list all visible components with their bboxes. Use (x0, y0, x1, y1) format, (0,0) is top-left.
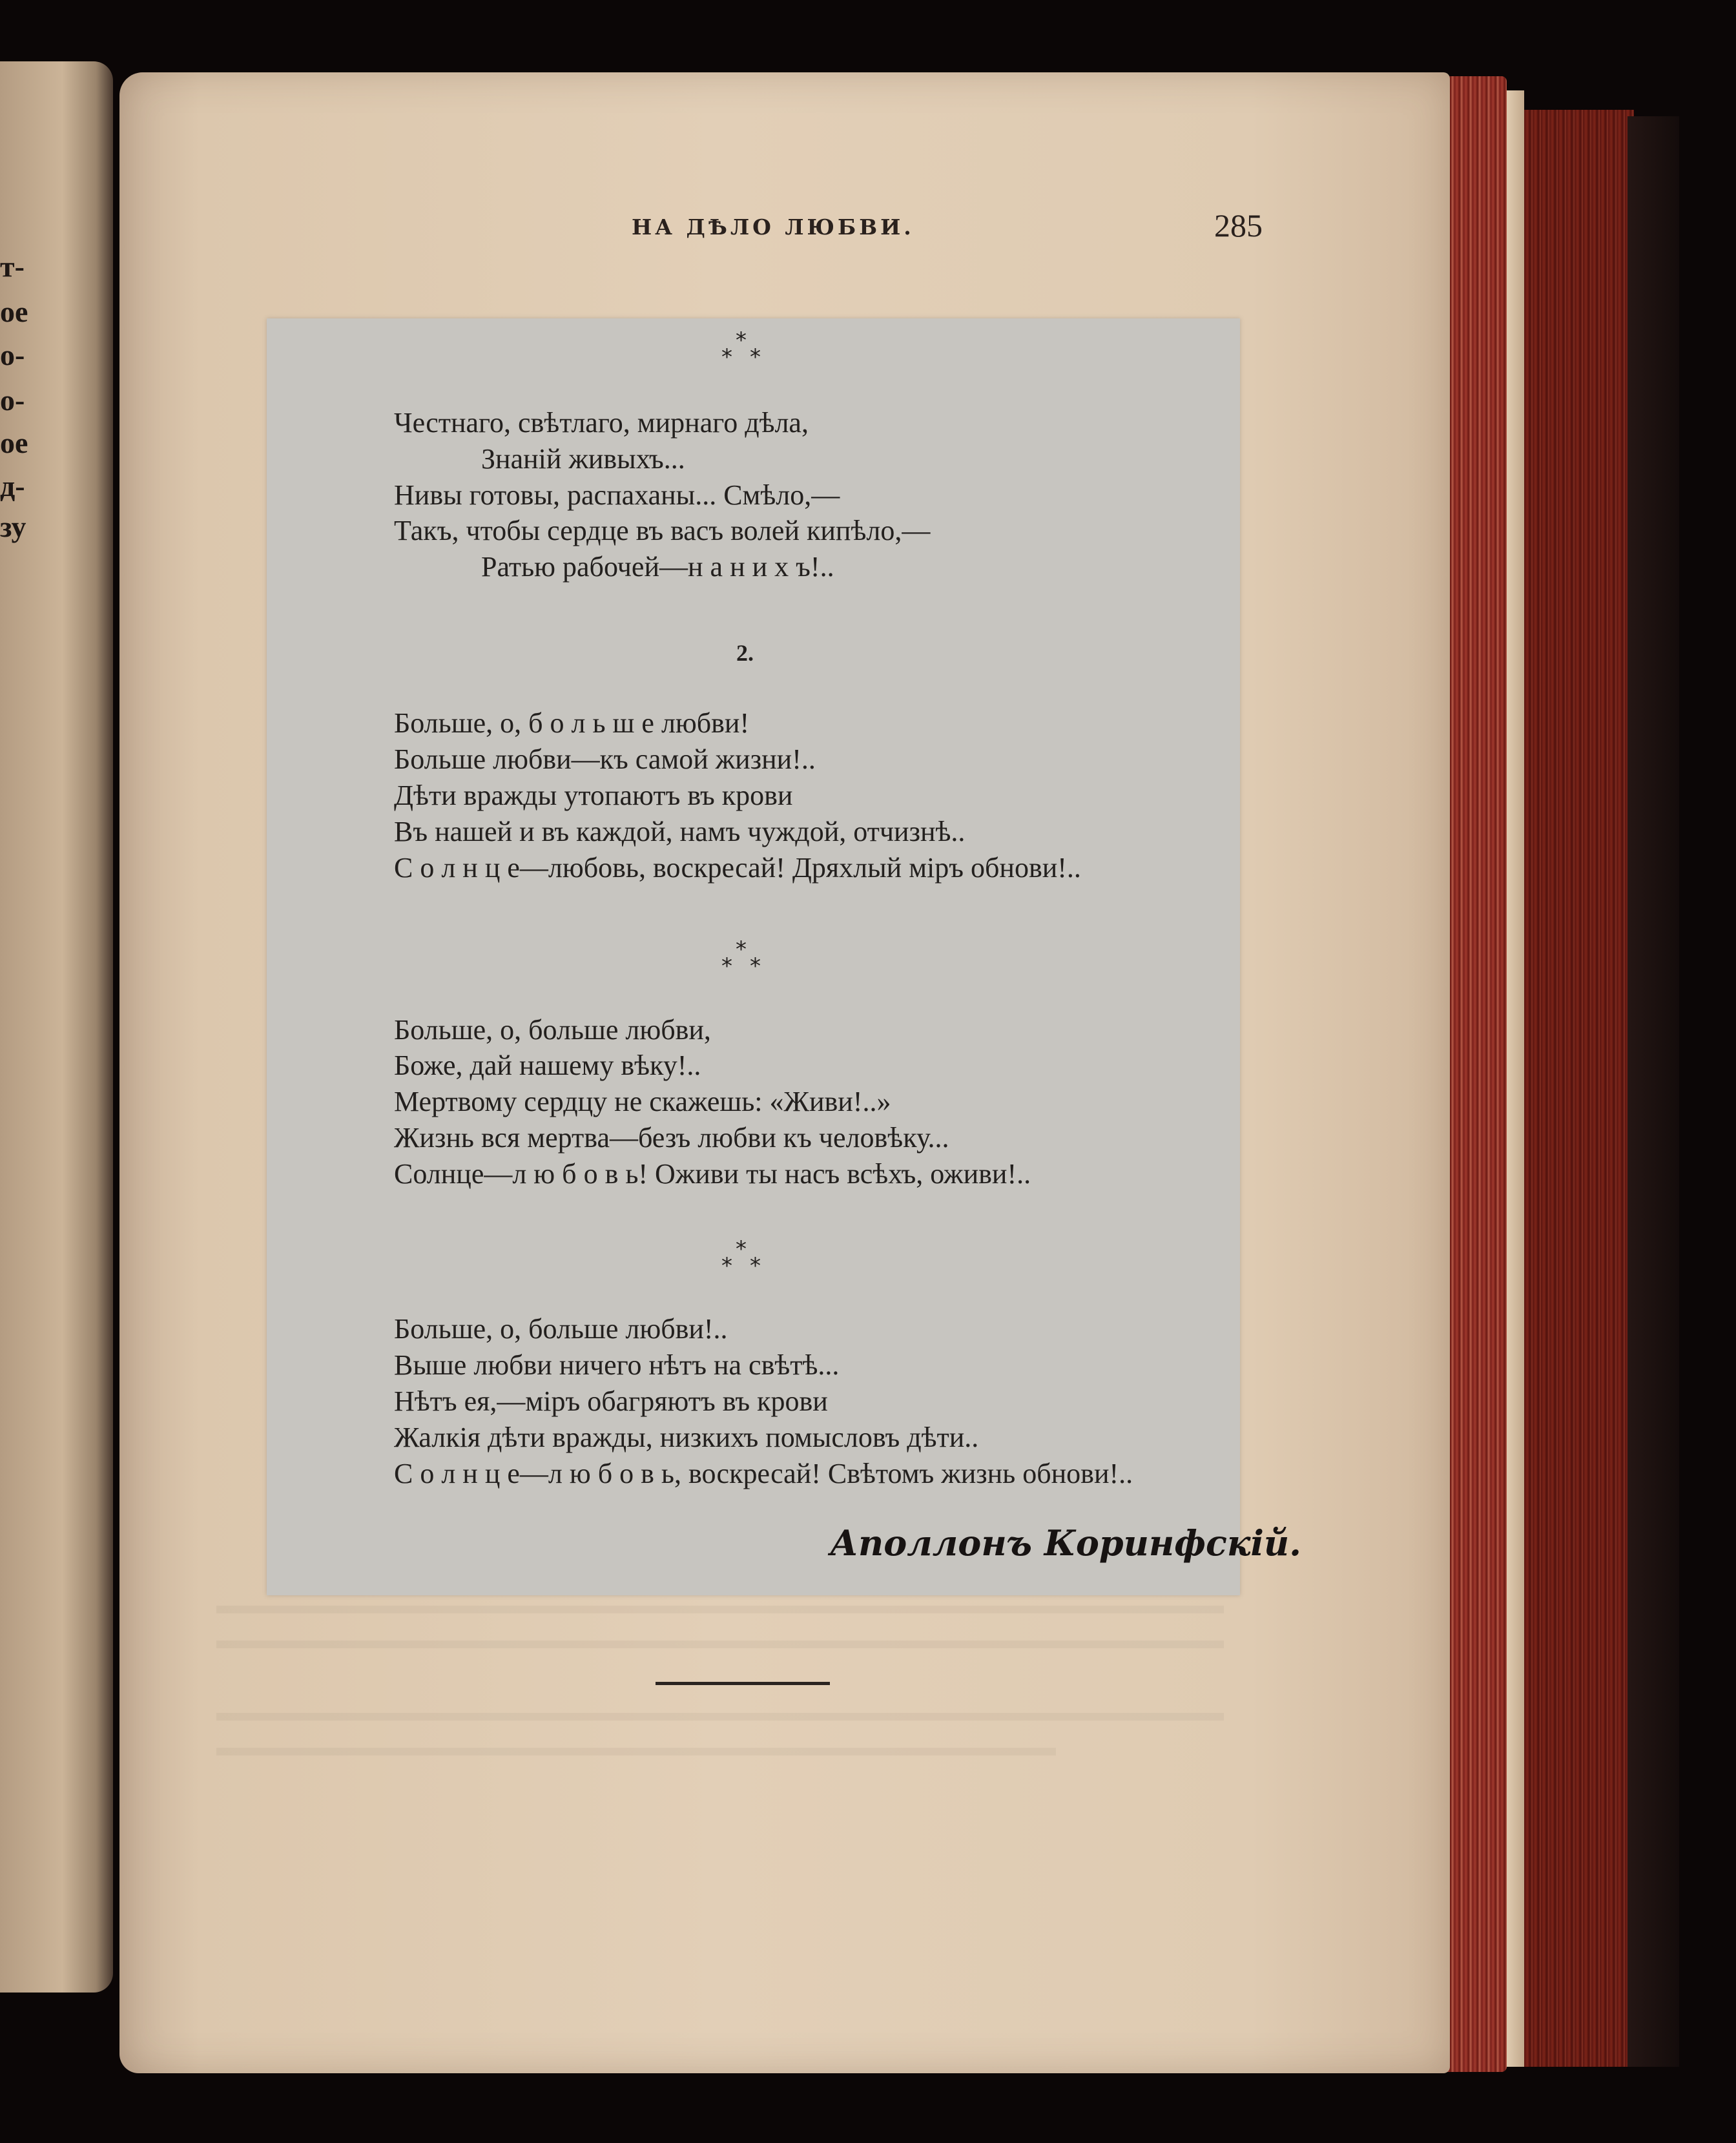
asterism (718, 329, 769, 368)
poem-line: Выше любви ничего нѣтъ на свѣтѣ... (394, 1349, 840, 1381)
poem-line: Такъ, чтобы сердце въ васъ волей кипѣло,— (394, 515, 931, 546)
asterism-star: * (736, 937, 747, 962)
poem-line: Больше, о, больше любви, (394, 1014, 711, 1046)
left-page-fragment: д- (0, 470, 25, 502)
bleed-through (216, 1748, 1056, 1755)
left-page-fragment: т- (0, 250, 25, 283)
section-number: 2. (736, 640, 754, 666)
poem-line: Въ нашей и въ каждой, намъ чуждой, отчизнѣ.. (394, 816, 966, 847)
bleed-through (216, 1606, 1224, 1613)
page-edges (1445, 76, 1507, 2072)
asterism-star: * (721, 1253, 732, 1279)
poem-line: Знаній живыхъ... (481, 443, 685, 475)
poem-line: Больше, о, б о л ь ш е любви! (394, 707, 750, 739)
poem-line: С о л н ц е—любовь, воскресай! Дряхлый міръ обнови!.. (394, 852, 1081, 884)
left-page-fragment: о- (0, 384, 25, 417)
poem-line: Нѣтъ ея,—міръ обагряютъ въ крови (394, 1385, 828, 1417)
asterism (718, 1238, 769, 1277)
poem-line: Ратью рабочей—н а н и х ъ!.. (481, 551, 834, 583)
asterism-star: * (750, 1253, 761, 1279)
asterism-star: * (721, 953, 732, 979)
poem-line: С о л н ц е—л ю б о в ь, воскресай! Свѣтомъ жизнь обнови!.. (394, 1458, 1133, 1489)
left-page-fragment: зу (0, 510, 26, 543)
poem-line: Нивы готовы, распаханы... Смѣло,— (394, 479, 840, 511)
end-rule (656, 1682, 830, 1685)
page-edge-light (1505, 90, 1524, 2067)
poem-line: Жалкія дѣти вражды, низкихъ помысловъ дѣти.. (394, 1422, 979, 1453)
running-head: НА ДѢЛО ЛЮБВИ. (632, 214, 914, 240)
bleed-through (216, 1641, 1224, 1648)
asterism-star: * (736, 327, 747, 353)
poem-line: Дѣти вражды утопаютъ въ крови (394, 780, 793, 811)
poem-line: Больше, о, больше любви!.. (394, 1313, 728, 1345)
asterism-star: * (750, 344, 761, 370)
poem-line: Солнце—л ю б о в ь! Оживи ты насъ всѣхъ, оживи!.. (394, 1158, 1031, 1190)
asterism-star: * (721, 344, 732, 370)
poem-line: Боже, дай нашему вѣку!.. (394, 1050, 701, 1081)
poem-line: Мертвому сердцу не скажешь: «Живи!..» (394, 1086, 891, 1117)
poem-line: Честнаго, свѣтлаго, мирнаго дѣла, (394, 407, 809, 439)
page-number: 285 (1214, 207, 1263, 243)
author-signature: Аполлонъ Коринфскій. (830, 1522, 1301, 1564)
poem-line: Жизнь вся мертва—безъ любви къ человѣку... (394, 1122, 949, 1154)
poem-line: Больше любви—къ самой жизни!.. (394, 743, 816, 775)
asterism-star: * (750, 953, 761, 979)
book-block-edge (1524, 110, 1634, 2067)
book-cover (1628, 116, 1679, 2067)
asterism (718, 938, 769, 977)
left-page-fragment: ое (0, 426, 28, 459)
asterism-star: * (736, 1236, 747, 1262)
bleed-through (216, 1713, 1224, 1721)
left-page-fragment: о- (0, 338, 25, 371)
left-page-fragment: ое (0, 295, 28, 328)
